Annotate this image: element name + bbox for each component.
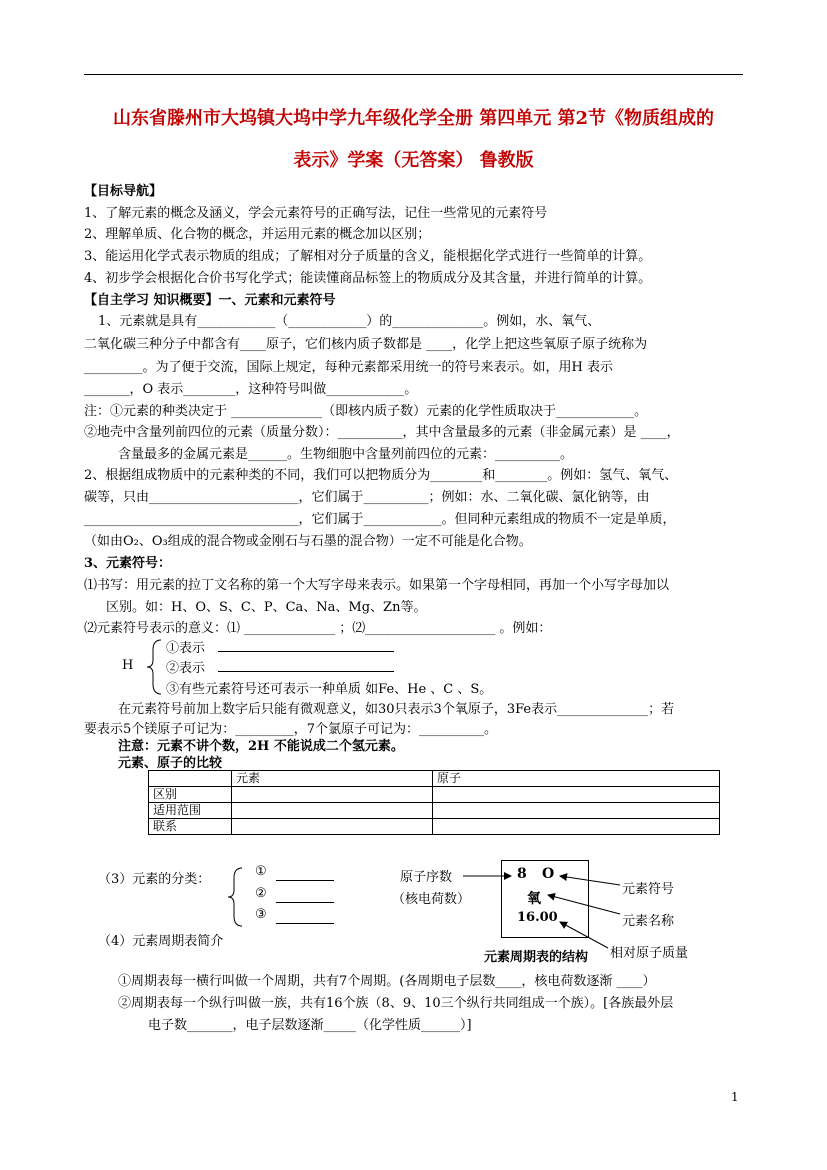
goals-heading: 【目标导航】 (84, 184, 163, 199)
periodic-line-2: ②周期表每一个纵行叫做一族，共有16个族（8、9、10三个纵行共同组成一个族）。[各族最外层 (118, 996, 674, 1011)
self-study-title: 【自主学习 知识概要】 (84, 293, 219, 308)
cell-atomic-mass: 16.00 (517, 910, 558, 925)
symbol-heading: 3、元素符号： (84, 556, 172, 571)
note-2: ②地壳中含量列前四位的元素（质量分数）：__________，其中含量最多的元素（非金属元素）是 ____， (84, 425, 680, 440)
goal-item-2: 2、理解单质、化合物的概念，并运用元素的概念加以区别； (84, 227, 431, 242)
classify-item-1: ① (255, 864, 267, 879)
atomic-number-label: 原子序数 (400, 870, 453, 885)
classify-label: （3）元素的分类： (98, 872, 211, 887)
arrow-symbol (560, 876, 620, 885)
h-symbol: H (122, 658, 134, 673)
h-meaning-1: ①表示 (166, 641, 206, 656)
row-label: 联系 (149, 819, 232, 835)
periodic-line-1: ①周期表每一横行叫做一个周期，共有7个周期。(各周期电子层数____，核电荷数逐渐 ____） (118, 974, 656, 989)
cell-atomic-number: 8 (517, 866, 527, 882)
para1-line4: _______，O 表示________，这种符号叫做____________。 (84, 382, 418, 397)
symbol-writing-line1: ⑴书写：用元素的拉丁文名称的第一个大写字母来表示。如果第一个字母相同，再加一个小写字母加以 (84, 578, 670, 593)
title-line-2: 表示》学案（无答案） 鲁教版 (293, 150, 534, 171)
row-label: 适用范围 (149, 803, 232, 819)
para1-line2: 二氧化碳三种分子中都含有____原子，它们核内质子数都是 ____，化学上把这些氧原子原子统称为 (84, 337, 648, 352)
table-header: 元素 (232, 771, 433, 787)
para2-line4: （如由O₂、O₃组成的混合物或金刚石与石墨的混合物）一定不可能是化合物。 (84, 534, 532, 549)
mass-callout-label: 相对原子质量 (610, 946, 689, 961)
h-meaning-2: ②表示 (166, 661, 206, 676)
goal-item-1: 1、了解元素的概念及涵义，学会元素符号的正确写法，记住一些常见的元素符号 (84, 206, 548, 221)
prefix-number-line1: 在元素符号前加上数字后只能有微观意义，如30只表示3个氧原子，3Fe表示______________；若 (118, 702, 675, 717)
nuclear-charge-label: （核电荷数） (392, 892, 471, 907)
page-number: 1 (731, 1090, 739, 1104)
section-1-title: 一、元素和元素符号 (218, 293, 336, 308)
title-line-1: 山东省滕州市大坞镇大坞中学九年级化学全册 第四单元 第2节《物质组成的 (112, 108, 715, 129)
symbol-meaning: ⑵元素符号表示的意义：⑴ ______________ ；⑵____________________ 。例如： (84, 621, 552, 636)
prefix-number-line2: 要表示5个镁原子可记为：_________，7个氯原子可记为：__________。 (84, 722, 498, 737)
para1-line1: 1、元素就是具有____________（____________）的______________。例如，水、氧气、 (98, 314, 601, 329)
name-callout-label: 元素名称 (622, 914, 675, 929)
note-3: 含量最多的金属元素是______。生物细胞中含量列前四位的元素：__________。 (118, 447, 574, 462)
cell-caption: 元素周期表的结构 (484, 950, 589, 965)
h-meaning-3: ③有些元素符号还可表示一种单质 如Fe、He 、C 、S。 (166, 682, 493, 697)
note-1: 注：①元素的种类决定于 ______________（即核内质子数）元素的化学性质取决于____________。 (84, 404, 648, 419)
para2-line3: _________________________________，它们属于____________。但同种元素组成的物质不一定是单质， (84, 512, 676, 527)
caution-note: 注意：元素不讲个数，2H 不能说成二个氢元素。 (118, 739, 404, 754)
row-label: 区别 (149, 787, 232, 803)
compare-heading: 元素、原子的比较 (118, 756, 223, 771)
symbol-writing-line2: 区别。如：H、O、S、C、P、Ca、Na、Mg、Zn等。 (106, 600, 427, 615)
classify-item-3: ③ (255, 907, 267, 922)
arrow-name (548, 895, 620, 914)
arrow-mass (560, 922, 608, 948)
symbol-callout-label: 元素符号 (622, 882, 675, 897)
para2-line1: 2、根据组成物质中的元素种类的不同，我们可以把物质分为________和________。例如：氢气、氧气、 (84, 468, 678, 483)
goal-item-4: 4、初步学会根据化合价书写化学式；能读懂商品标签上的物质成分及其含量，并进行简单的计算。 (84, 271, 652, 286)
periodic-intro: （4）元素周期表简介 (98, 934, 224, 949)
classify-item-2: ② (255, 886, 267, 901)
table-header: 原子 (433, 771, 720, 787)
cell-element-symbol: O (542, 866, 555, 882)
goal-item-3: 3、能运用化学式表示物质的组成；了解相对分子质量的含义，能根据化学式进行一些简单的计算。 (84, 249, 652, 264)
para1-line3: _________。为了便于交流，国际上规定，每种元素都采用统一的符号来表示。如，用H 表示 (84, 360, 613, 375)
cell-element-name: 氧 (527, 891, 541, 907)
periodic-line-3: 电子数_______，电子层数逐渐_____（化学性质______）] (148, 1018, 472, 1033)
para2-line2: 碳等，只由_______________________，它们属于__________；例如：水、二氧化碳、氯化钠等，由 (84, 490, 650, 505)
